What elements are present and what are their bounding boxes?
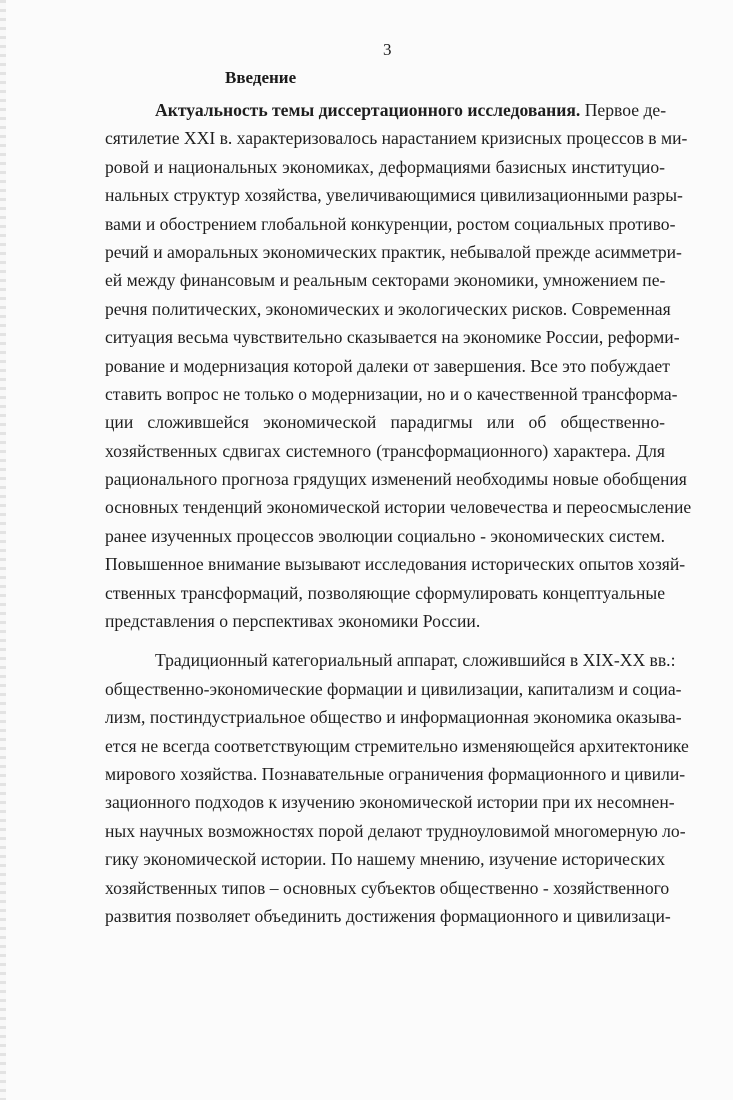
paragraph-2-line: ных научных возможностях порой делают трудноуловимой многомерную ло- — [105, 820, 686, 841]
paragraph-1-line: ставить вопрос не только о модернизации, но и о качественной трансформа- — [105, 383, 678, 404]
paragraph-1-line: нальных структур хозяйства, увеличивающимися цивилизационными разры- — [105, 185, 683, 206]
paragraph-1-lead-in: Актуальность темы диссертационного исследования. — [155, 100, 581, 120]
paragraph-1-line: хозяйственных сдвигах системного (трансформационного) характера. Для — [105, 440, 665, 461]
page-number: 3 — [383, 40, 392, 59]
body-text — [105, 96, 692, 930]
paragraph-2-line: лизм, постиндустриальное общество и информационная экономика оказыва- — [105, 707, 682, 728]
paragraph-2-line: мирового хозяйства. Познавательные ограничения формационного и цивили- — [105, 763, 686, 784]
paragraph-1-line-1 — [105, 96, 665, 124]
paragraph-1-line: вами и обострением глобальной конкуренции, ростом социальных противо- — [105, 213, 676, 234]
paragraph-2-line: Традиционный категориальный аппарат, сложившийся в XIX-XX вв.: — [155, 650, 676, 671]
paragraph-1-line: сятилетие XXI в. характеризовалось нарастанием кризисных процессов в ми- — [105, 128, 688, 149]
paragraph-1-last-line: представления о перспективах экономики России. — [105, 611, 481, 632]
paragraph-1-line: рование и модернизация которой далеки от завершения. Все это побуждает — [105, 355, 670, 376]
paragraph-1-line: речня политических, экономических и экологических рисков. Современная — [105, 298, 671, 319]
paragraph-1-line: ции сложившейся экономической парадигмы или об общественно- — [105, 412, 665, 433]
paragraph-gap — [105, 635, 665, 646]
paragraph-1-line: ственных трансформаций, позволяющие сформулировать концептуальные — [105, 582, 665, 603]
paragraph-1-first-line-rest: Первое де- — [580, 100, 667, 120]
paragraph-1-line: речий и аморальных экономических практик, небывалой прежде асимметри- — [105, 241, 682, 262]
section-heading: Введение — [225, 68, 297, 87]
paragraph-1-line: рационального прогноза грядущих изменений необходимы новые обобщения — [105, 469, 687, 490]
paragraph-1-line: ей между финансовым и реальным секторами экономики, умножением пе- — [105, 270, 666, 291]
paragraph-2-line: зационного подходов к изучению экономической истории при их несомнен- — [105, 792, 675, 813]
paragraph-1-line: Повышенное внимание вызывают исследования исторических опытов хозяй- — [105, 554, 686, 575]
paragraph-1-line: ситуация весьма чувствительно сказывается на экономике России, реформи- — [105, 327, 680, 348]
paragraph-2-line: гику экономической истории. По нашему мнению, изучение исторических — [105, 849, 665, 870]
scan-edge-artifact — [0, 0, 6, 1100]
paragraph-2-line: общественно-экономические формации и цивилизации, капитализм и социа- — [105, 678, 682, 699]
paragraph-2-line: хозяйственных типов – основных субъектов общественно - хозяйственного — [105, 877, 670, 898]
paragraph-1-line: основных тенденций экономической истории человечества и переосмысление — [105, 497, 692, 518]
paragraph-1-line: ровой и национальных экономиках, деформациями базисных институцио- — [105, 156, 665, 177]
paragraph-2-line: развития позволяет объединить достижения формационного и цивилизаци- — [105, 905, 671, 926]
paragraph-2-line: ется не всегда соответствующим стремительно изменяющейся архитектонике — [105, 735, 689, 756]
paragraph-1-line: ранее изученных процессов эволюции социально - экономических систем. — [105, 525, 665, 546]
